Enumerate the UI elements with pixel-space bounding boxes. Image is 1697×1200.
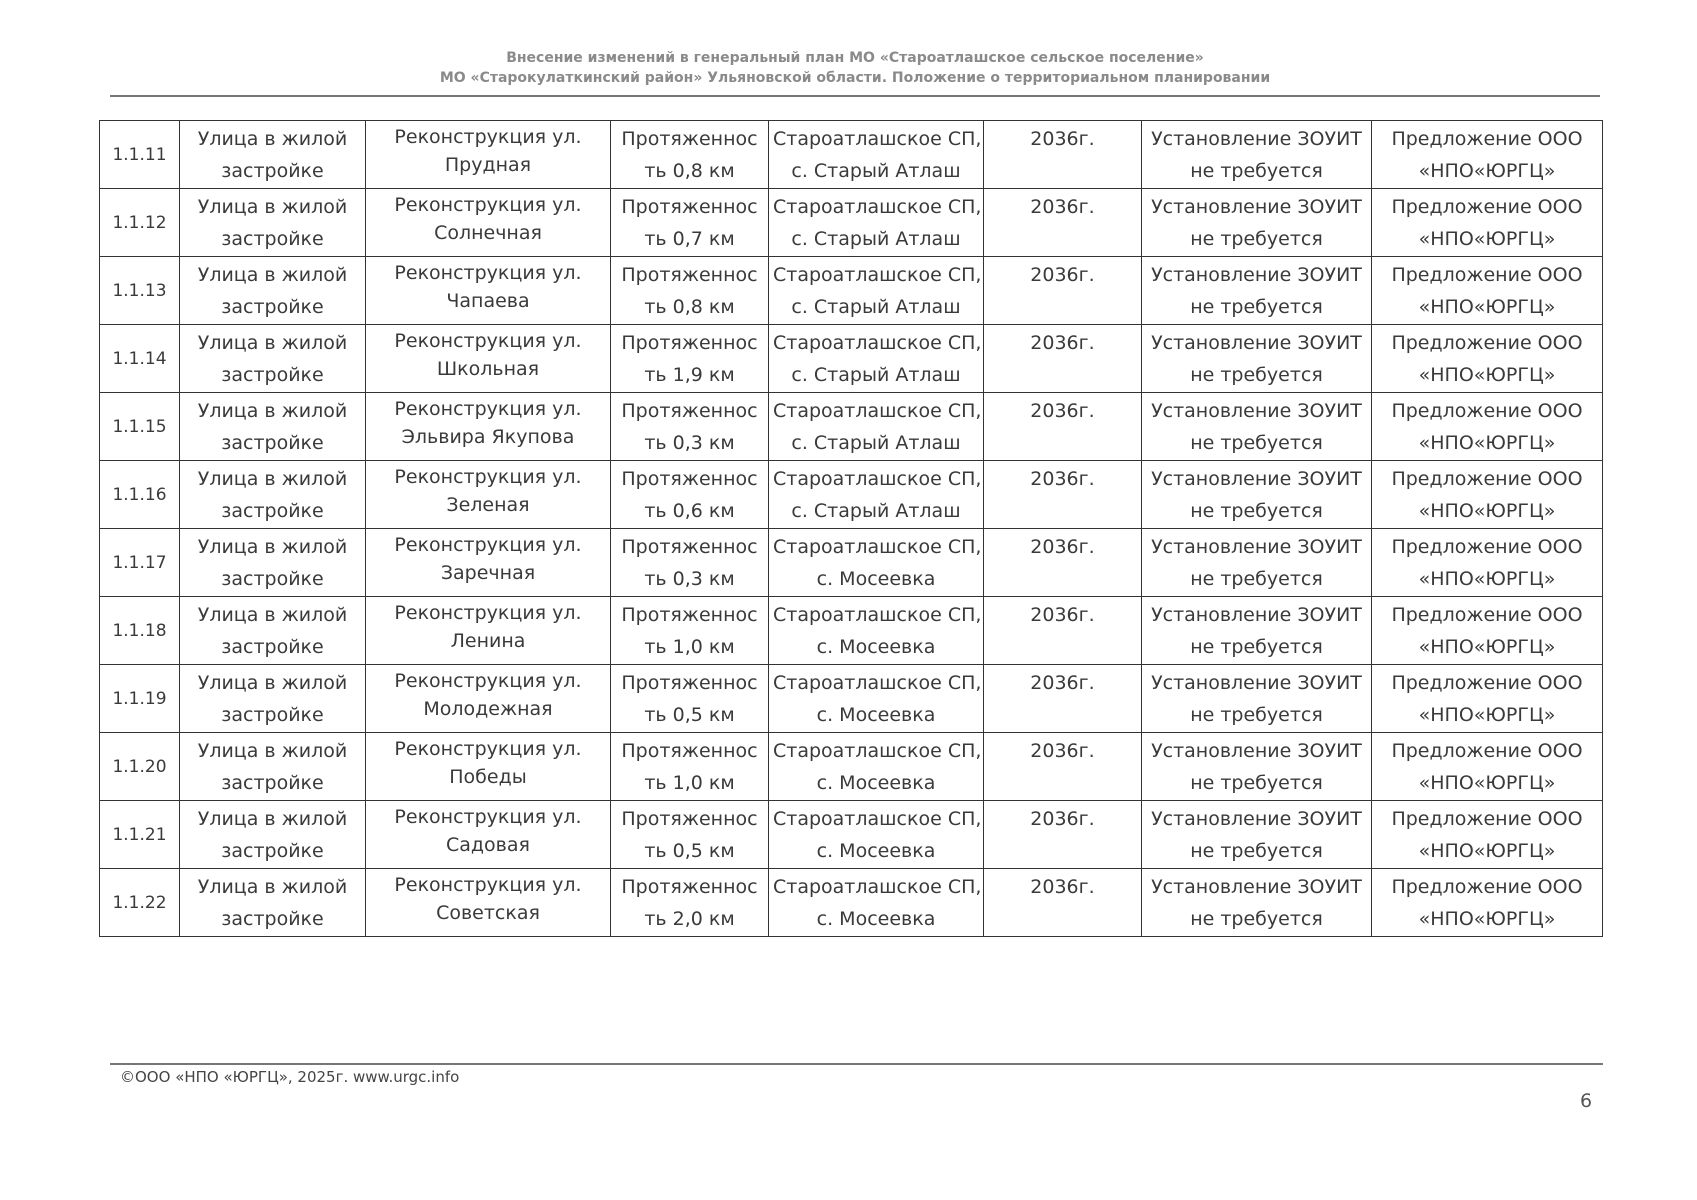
implementation-year-text: 2036г.	[1030, 400, 1095, 422]
implementation-year-cell	[984, 121, 1142, 189]
object-type-text: застройке	[221, 432, 324, 454]
object-length-cell	[611, 529, 769, 597]
table-row	[100, 461, 1603, 529]
object-length-cell	[611, 597, 769, 665]
implementation-year-cell	[984, 461, 1142, 529]
object-action-text: Реконструкция ул.	[394, 126, 582, 148]
object-length-text: Протяженнос	[621, 808, 758, 830]
object-action-text: Солнечная	[434, 222, 542, 244]
object-location-cell	[769, 257, 984, 325]
object-length-text: Протяженнос	[621, 468, 758, 490]
proposal-source-cell	[1372, 325, 1603, 393]
object-location-text: Староатлашское СП,	[773, 128, 982, 150]
proposal-source-text: «НПО«ЮРГЦ»	[1418, 364, 1556, 386]
object-action-text: Прудная	[444, 154, 532, 176]
proposal-source-cell	[1372, 733, 1603, 801]
object-type-text: застройке	[221, 636, 324, 658]
object-type-text: застройке	[221, 908, 324, 930]
object-length-cell	[611, 801, 769, 869]
object-action-text: Зеленая	[446, 494, 530, 516]
object-action-text: Реконструкция ул.	[394, 602, 582, 624]
object-action-text: Реконструкция ул.	[394, 806, 582, 828]
proposal-source-text: «НПО«ЮРГЦ»	[1418, 704, 1556, 726]
proposal-source-cell	[1372, 801, 1603, 869]
object-location-text: с. Старый Атлаш	[791, 228, 961, 250]
object-type-cell	[180, 189, 366, 257]
planning-table	[99, 120, 1603, 937]
object-action-text: Реконструкция ул.	[394, 466, 582, 488]
object-length-cell	[611, 257, 769, 325]
object-length-text: Протяженнос	[621, 196, 758, 218]
object-length-cell	[611, 189, 769, 257]
row-number-text: 1.1.22	[112, 892, 167, 913]
proposal-source-text: «НПО«ЮРГЦ»	[1418, 296, 1556, 318]
zouit-status-cell	[1142, 257, 1372, 325]
row-number-cell	[100, 869, 180, 937]
implementation-year-text: 2036г.	[1030, 740, 1095, 762]
object-action-cell	[366, 257, 611, 325]
zouit-status-text: не требуется	[1190, 500, 1323, 522]
object-length-text: Протяженнос	[621, 264, 758, 286]
row-number-cell	[100, 733, 180, 801]
object-location-cell	[769, 529, 984, 597]
table-row	[100, 257, 1603, 325]
object-length-text: ть 1,9 км	[644, 364, 735, 386]
footer-divider	[110, 1063, 1603, 1065]
object-length-text: Протяженнос	[621, 740, 758, 762]
implementation-year-text: 2036г.	[1030, 672, 1095, 694]
object-type-cell	[180, 461, 366, 529]
zouit-status-text: Установление ЗОУИТ	[1151, 876, 1362, 898]
object-action-cell	[366, 665, 611, 733]
object-type-text: Улица в жилой	[197, 264, 348, 286]
object-length-text: ть 0,8 км	[644, 296, 735, 318]
object-type-text: застройке	[221, 772, 324, 794]
object-type-text: Улица в жилой	[197, 468, 348, 490]
object-type-text: Улица в жилой	[197, 672, 348, 694]
row-number-text: 1.1.17	[112, 552, 167, 573]
zouit-status-cell	[1142, 325, 1372, 393]
row-number-cell	[100, 665, 180, 733]
object-location-text: с. Старый Атлаш	[791, 160, 961, 182]
proposal-source-text: «НПО«ЮРГЦ»	[1418, 636, 1556, 658]
header-divider	[110, 95, 1600, 97]
zouit-status-text: Установление ЗОУИТ	[1151, 672, 1362, 694]
object-location-text: с. Мосеевка	[816, 568, 936, 590]
zouit-status-text: не требуется	[1190, 772, 1323, 794]
object-location-text: Староатлашское СП,	[773, 400, 982, 422]
object-type-cell	[180, 801, 366, 869]
implementation-year-cell	[984, 801, 1142, 869]
implementation-year-cell	[984, 597, 1142, 665]
implementation-year-cell	[984, 665, 1142, 733]
implementation-year-cell	[984, 325, 1142, 393]
implementation-year-text: 2036г.	[1030, 604, 1095, 626]
object-action-cell	[366, 121, 611, 189]
table-body	[100, 121, 1603, 937]
implementation-year-cell	[984, 189, 1142, 257]
zouit-status-text: не требуется	[1190, 568, 1323, 590]
object-location-text: Староатлашское СП,	[773, 740, 982, 762]
row-number-cell	[100, 801, 180, 869]
proposal-source-cell	[1372, 121, 1603, 189]
object-action-text: Реконструкция ул.	[394, 262, 582, 284]
object-location-cell	[769, 597, 984, 665]
object-length-text: ть 0,5 км	[644, 704, 735, 726]
object-location-cell	[769, 733, 984, 801]
implementation-year-cell	[984, 257, 1142, 325]
object-action-cell	[366, 801, 611, 869]
object-location-cell	[769, 325, 984, 393]
object-location-text: Староатлашское СП,	[773, 672, 982, 694]
header-line-2: МО «Старокулаткинский район» Ульяновской области. Положение о территориальном планировании	[439, 70, 1271, 86]
row-number-text: 1.1.16	[112, 484, 167, 505]
object-action-text: Чапаева	[446, 290, 530, 312]
object-type-cell	[180, 325, 366, 393]
table-row	[100, 189, 1603, 257]
object-length-cell	[611, 869, 769, 937]
object-type-text: застройке	[221, 364, 324, 386]
object-location-text: Староатлашское СП,	[773, 468, 982, 490]
object-length-cell	[611, 733, 769, 801]
zouit-status-text: Установление ЗОУИТ	[1151, 604, 1362, 626]
object-location-cell	[769, 121, 984, 189]
proposal-source-text: Предложение ООО	[1391, 536, 1583, 558]
object-type-text: застройке	[221, 704, 324, 726]
proposal-source-text: Предложение ООО	[1391, 740, 1583, 762]
zouit-status-cell	[1142, 529, 1372, 597]
object-location-cell	[769, 665, 984, 733]
proposal-source-text: «НПО«ЮРГЦ»	[1418, 840, 1556, 862]
zouit-status-text: Установление ЗОУИТ	[1151, 740, 1362, 762]
object-location-text: с. Мосеевка	[816, 908, 936, 930]
object-location-text: с. Мосеевка	[816, 840, 936, 862]
object-type-text: Улица в жилой	[197, 332, 348, 354]
object-type-cell	[180, 665, 366, 733]
object-length-cell	[611, 393, 769, 461]
object-location-text: с. Старый Атлаш	[791, 364, 961, 386]
proposal-source-text: Предложение ООО	[1391, 128, 1583, 150]
object-location-text: с. Мосеевка	[816, 772, 936, 794]
object-action-text: Реконструкция ул.	[394, 738, 582, 760]
object-length-text: Протяженнос	[621, 876, 758, 898]
object-length-text: Протяженнос	[621, 332, 758, 354]
table-row	[100, 801, 1603, 869]
object-type-text: застройке	[221, 228, 324, 250]
proposal-source-text: «НПО«ЮРГЦ»	[1418, 500, 1556, 522]
implementation-year-text: 2036г.	[1030, 876, 1095, 898]
proposal-source-cell	[1372, 393, 1603, 461]
object-location-cell	[769, 189, 984, 257]
object-location-text: с. Старый Атлаш	[791, 296, 961, 318]
object-length-text: Протяженнос	[621, 536, 758, 558]
row-number-text: 1.1.14	[112, 348, 167, 369]
object-length-text: ть 1,0 км	[644, 636, 735, 658]
zouit-status-cell	[1142, 801, 1372, 869]
implementation-year-cell	[984, 529, 1142, 597]
object-type-text: Улица в жилой	[197, 128, 348, 150]
proposal-source-cell	[1372, 869, 1603, 937]
object-location-cell	[769, 393, 984, 461]
zouit-status-text: не требуется	[1190, 636, 1323, 658]
row-number-text: 1.1.20	[112, 756, 167, 777]
object-action-cell	[366, 733, 611, 801]
proposal-source-cell	[1372, 665, 1603, 733]
zouit-status-text: не требуется	[1190, 228, 1323, 250]
proposal-source-text: Предложение ООО	[1391, 400, 1583, 422]
implementation-year-cell	[984, 869, 1142, 937]
zouit-status-text: Установление ЗОУИТ	[1151, 468, 1362, 490]
row-number-cell	[100, 325, 180, 393]
proposal-source-text: Предложение ООО	[1391, 196, 1583, 218]
object-length-text: Протяженнос	[621, 604, 758, 626]
object-type-text: застройке	[221, 296, 324, 318]
zouit-status-text: не требуется	[1190, 432, 1323, 454]
object-location-text: с. Мосеевка	[816, 636, 936, 658]
zouit-status-text: Установление ЗОУИТ	[1151, 264, 1362, 286]
table-row	[100, 529, 1603, 597]
proposal-source-cell	[1372, 461, 1603, 529]
proposal-source-cell	[1372, 529, 1603, 597]
object-type-text: Улица в жилой	[197, 400, 348, 422]
proposal-source-text: «НПО«ЮРГЦ»	[1418, 772, 1556, 794]
object-type-text: Улица в жилой	[197, 740, 348, 762]
table-row	[100, 121, 1603, 189]
object-length-cell	[611, 325, 769, 393]
object-action-text: Садовая	[446, 834, 530, 856]
row-number-text: 1.1.15	[112, 416, 167, 437]
zouit-status-cell	[1142, 393, 1372, 461]
object-length-text: ть 0,6 км	[644, 500, 735, 522]
object-action-text: Победы	[449, 766, 527, 788]
object-type-cell	[180, 733, 366, 801]
row-number-cell	[100, 597, 180, 665]
implementation-year-text: 2036г.	[1030, 808, 1095, 830]
object-location-text: Староатлашское СП,	[773, 196, 982, 218]
implementation-year-cell	[984, 733, 1142, 801]
zouit-status-text: не требуется	[1190, 364, 1323, 386]
zouit-status-cell	[1142, 461, 1372, 529]
zouit-status-text: не требуется	[1190, 296, 1323, 318]
table-row	[100, 325, 1603, 393]
zouit-status-text: не требуется	[1190, 160, 1323, 182]
object-action-cell	[366, 869, 611, 937]
object-location-text: Староатлашское СП,	[773, 876, 982, 898]
object-action-cell	[366, 529, 611, 597]
implementation-year-text: 2036г.	[1030, 128, 1095, 150]
zouit-status-text: Установление ЗОУИТ	[1151, 536, 1362, 558]
object-location-cell	[769, 461, 984, 529]
object-length-text: ть 1,0 км	[644, 772, 735, 794]
object-type-text: Улица в жилой	[197, 808, 348, 830]
object-length-text: Протяженнос	[621, 672, 758, 694]
object-length-cell	[611, 121, 769, 189]
object-length-text: ть 0,3 км	[644, 432, 735, 454]
object-location-text: Староатлашское СП,	[773, 264, 982, 286]
object-action-text: Эльвира Якупова	[401, 426, 575, 448]
object-length-text: Протяженнос	[621, 128, 758, 150]
object-type-text: застройке	[221, 568, 324, 590]
zouit-status-cell	[1142, 121, 1372, 189]
proposal-source-cell	[1372, 597, 1603, 665]
row-number-cell	[100, 189, 180, 257]
table-row	[100, 733, 1603, 801]
object-type-text: застройке	[221, 500, 324, 522]
row-number-text: 1.1.11	[112, 144, 167, 165]
object-location-text: с. Старый Атлаш	[791, 500, 961, 522]
zouit-status-cell	[1142, 189, 1372, 257]
object-type-text: Улица в жилой	[197, 196, 348, 218]
proposal-source-text: Предложение ООО	[1391, 808, 1583, 830]
object-action-text: Реконструкция ул.	[394, 330, 582, 352]
object-action-text: Реконструкция ул.	[394, 534, 582, 556]
row-number-cell	[100, 529, 180, 597]
object-type-text: застройке	[221, 160, 324, 182]
object-type-cell	[180, 393, 366, 461]
object-length-cell	[611, 665, 769, 733]
row-number-cell	[100, 393, 180, 461]
object-action-cell	[366, 597, 611, 665]
object-type-text: Улица в жилой	[197, 536, 348, 558]
zouit-status-text: Установление ЗОУИТ	[1151, 196, 1362, 218]
object-action-cell	[366, 461, 611, 529]
proposal-source-text: Предложение ООО	[1391, 876, 1583, 898]
implementation-year-cell	[984, 393, 1142, 461]
proposal-source-text: «НПО«ЮРГЦ»	[1418, 160, 1556, 182]
implementation-year-text: 2036г.	[1030, 332, 1095, 354]
object-action-text: Молодежная	[423, 698, 553, 720]
object-type-text: Улица в жилой	[197, 876, 348, 898]
zouit-status-cell	[1142, 869, 1372, 937]
proposal-source-text: Предложение ООО	[1391, 264, 1583, 286]
row-number-cell	[100, 121, 180, 189]
page-number: 6	[1580, 1090, 1593, 1112]
row-number-text: 1.1.21	[112, 824, 167, 845]
object-action-text: Школьная	[436, 358, 540, 380]
object-location-text: с. Мосеевка	[816, 704, 936, 726]
object-action-text: Реконструкция ул.	[394, 194, 582, 216]
object-location-text: Староатлашское СП,	[773, 604, 982, 626]
implementation-year-text: 2036г.	[1030, 536, 1095, 558]
proposal-source-text: «НПО«ЮРГЦ»	[1418, 568, 1556, 590]
zouit-status-text: не требуется	[1190, 840, 1323, 862]
object-length-text: ть 2,0 км	[644, 908, 735, 930]
header-line-1: Внесение изменений в генеральный план МО «Староатлашское сельское поселение»	[506, 50, 1204, 66]
object-length-text: ть 0,5 км	[644, 840, 735, 862]
object-action-text: Реконструкция ул.	[394, 670, 582, 692]
object-length-cell	[611, 461, 769, 529]
object-action-cell	[366, 325, 611, 393]
row-number-text: 1.1.19	[112, 688, 167, 709]
zouit-status-cell	[1142, 597, 1372, 665]
zouit-status-text: Установление ЗОУИТ	[1151, 400, 1362, 422]
object-action-text: Реконструкция ул.	[394, 398, 582, 420]
object-action-text: Реконструкция ул.	[394, 874, 582, 896]
implementation-year-text: 2036г.	[1030, 468, 1095, 490]
object-action-text: Советская	[436, 902, 540, 924]
proposal-source-text: Предложение ООО	[1391, 604, 1583, 626]
zouit-status-text: Установление ЗОУИТ	[1151, 128, 1362, 150]
object-action-cell	[366, 393, 611, 461]
object-action-text: Заречная	[440, 562, 536, 584]
zouit-status-cell	[1142, 733, 1372, 801]
object-type-cell	[180, 869, 366, 937]
proposal-source-text: Предложение ООО	[1391, 332, 1583, 354]
object-location-cell	[769, 801, 984, 869]
zouit-status-cell	[1142, 665, 1372, 733]
object-location-cell	[769, 869, 984, 937]
object-type-cell	[180, 529, 366, 597]
footer-copyright: ©ООО «НПО «ЮРГЦ», 2025г. www.urgc.info	[120, 1068, 460, 1086]
object-location-text: Староатлашское СП,	[773, 332, 982, 354]
table-row	[100, 597, 1603, 665]
table-row	[100, 869, 1603, 937]
table-row	[100, 393, 1603, 461]
implementation-year-text: 2036г.	[1030, 196, 1095, 218]
zouit-status-text: Установление ЗОУИТ	[1151, 332, 1362, 354]
row-number-text: 1.1.13	[112, 280, 167, 301]
proposal-source-text: «НПО«ЮРГЦ»	[1418, 228, 1556, 250]
object-location-text: Староатлашское СП,	[773, 808, 982, 830]
page-header	[110, 48, 1600, 88]
implementation-year-text: 2036г.	[1030, 264, 1095, 286]
object-type-cell	[180, 257, 366, 325]
object-type-cell	[180, 121, 366, 189]
row-number-text: 1.1.18	[112, 620, 167, 641]
zouit-status-text: Установление ЗОУИТ	[1151, 808, 1362, 830]
row-number-text: 1.1.12	[112, 212, 167, 233]
object-type-cell	[180, 597, 366, 665]
object-length-text: ть 0,8 км	[644, 160, 735, 182]
object-length-text: ть 0,3 км	[644, 568, 735, 590]
object-type-text: Улица в жилой	[197, 604, 348, 626]
proposal-source-text: Предложение ООО	[1391, 468, 1583, 490]
table-row	[100, 665, 1603, 733]
proposal-source-cell	[1372, 257, 1603, 325]
proposal-source-text: «НПО«ЮРГЦ»	[1418, 908, 1556, 930]
zouit-status-text: не требуется	[1190, 908, 1323, 930]
object-length-text: ть 0,7 км	[644, 228, 735, 250]
zouit-status-text: не требуется	[1190, 704, 1323, 726]
object-type-text: застройке	[221, 840, 324, 862]
object-location-text: с. Старый Атлаш	[791, 432, 961, 454]
proposal-source-text: Предложение ООО	[1391, 672, 1583, 694]
object-action-text: Ленина	[450, 630, 526, 652]
object-location-text: Староатлашское СП,	[773, 536, 982, 558]
object-action-cell	[366, 189, 611, 257]
row-number-cell	[100, 257, 180, 325]
row-number-cell	[100, 461, 180, 529]
proposal-source-cell	[1372, 189, 1603, 257]
proposal-source-text: «НПО«ЮРГЦ»	[1418, 432, 1556, 454]
object-length-text: Протяженнос	[621, 400, 758, 422]
